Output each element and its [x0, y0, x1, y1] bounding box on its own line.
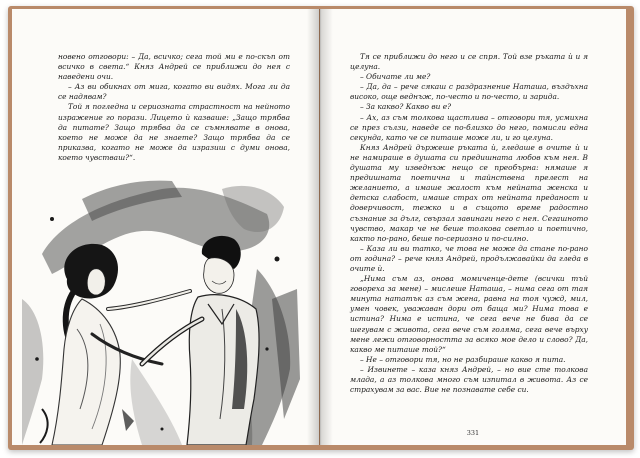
- left-page: [12, 9, 319, 445]
- right-paragraph: – Каза ли ви татко, че това не може да стане по-рано от година? – рече княз Андрей, продължавайки да гледа в очите ѝ.: [350, 243, 588, 273]
- right-page-text: [350, 52, 588, 395]
- woman-figure: [52, 244, 190, 445]
- left-paragraph: новено отговори: – Да, всичко; сега той ми е по-скъп от всичко в света.“ Княз Андрей се приближи до нея с наведени очи.: [58, 52, 290, 82]
- ink-illustration-couple-embracing: [22, 159, 302, 445]
- right-paragraph: – Да, да – рече сякаш с раздразнение Наташа, въздъхна високо, още веднъж, по-често и по-често, и зарида.: [350, 82, 588, 102]
- right-paragraph: Княз Андрей държеше ръката ѝ, гледаше в очите ѝ и не намираше в душата си предишната любов към нея. В душата му изведнъж нещо се преобърна: нямаше я предишната поетична и тайнствена прелест на желанието, а имаше жалост към нейната женска и детска слабост, имаше страх от нейната преданост и доверчивост, тежко и в същото време радостно съзнание за дълг, свързал завинаги него с нея. Сегашното чувство, макар че не беше толкова светло и поетично, както по-рано, беше по-сериозно и по-силно.: [350, 142, 588, 243]
- right-paragraph: – Извинете – каза княз Андрей, – но вие сте толкова млада, а аз толкова много съм изпитал в живота. Аз се страхувам за вас. Вие не познавате себе си.: [350, 364, 588, 395]
- right-paragraph: „Нима съм аз, онова момиченце-дете (всички тъй говореха за мене) – мислеше Наташа, – нима сега от тая минута нататък аз съм жена, равна на тоя чужд, мил, умен човек, уважаван дори от баща ми? Нима това е истина? Нима е истина, че сега вече не бива да се шегувам с живота, сега вече съм голяма, сега вече върху мене лежи отговорността за всяко мое дело и слово? Да, какво ме питаше той?“: [350, 274, 588, 354]
- right-page: [320, 9, 626, 445]
- right-paragraph: – Ах, аз съм толкова щастлива – отговори тя, усмихна се през сълзи, наведе се по-близко до него, помисли една секунда, като че се питаше може ли, и го целуна.: [350, 112, 588, 142]
- right-paragraph: Тя се приближи до него и се спря. Той взе ръката ѝ и я целуна.: [350, 52, 588, 72]
- left-paragraph: – Аз ви обикнах от мига, когато ви видях. Мога ли да се надявам?: [58, 82, 290, 102]
- right-paragraph: – Обичате ли ме?: [360, 72, 431, 82]
- left-paragraph: Той я погледна и сериозната страстност на нейното изражение го порази. Лицето ѝ казваше: „Защо трябва да питате? Защо трябва да се съмнявате в онова, което не може да не знаете? Защо трябва да се приказва, когато не може да изразиш с думи онова, което чувстваш?“.: [58, 102, 290, 162]
- right-paragraph: – Не – отговори тя, но не разбираше какво я пита.: [360, 354, 566, 364]
- open-book: [8, 6, 634, 450]
- left-page-text: [58, 52, 290, 163]
- page-number: 331: [466, 429, 480, 437]
- right-paragraph: – За какво? Какво ви е?: [360, 102, 452, 112]
